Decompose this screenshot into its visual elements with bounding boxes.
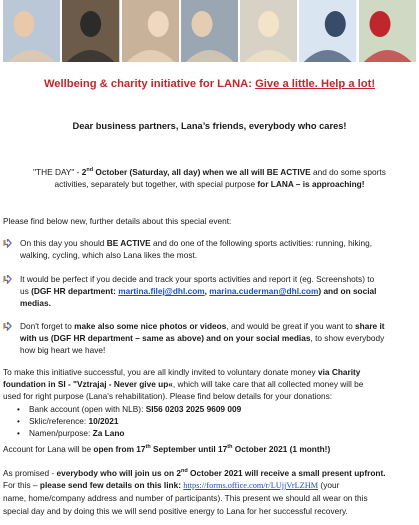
photo-cycling xyxy=(359,0,416,62)
form-link[interactable]: https://forms.office.com/r/LUjjVrLZHM xyxy=(183,481,319,491)
greeting: Dear business partners, Lana’s friends, everybody who cares! xyxy=(72,121,347,131)
intro-text: Please find below new, further details about this special event: xyxy=(3,216,232,226)
arrow-bullet-icon xyxy=(3,275,12,284)
title-slogan: Give a little. Help a lot! xyxy=(255,78,376,90)
detail-reference: • Sklic/reference: 10/2021 xyxy=(3,415,416,427)
photo-yoga-pose xyxy=(62,0,119,62)
photo-skiing xyxy=(299,0,356,62)
photo-woman-blonde xyxy=(240,0,297,62)
detail-purpose: • Namen/purpose: Za Lano xyxy=(3,427,416,439)
photo-strip xyxy=(3,0,416,62)
detail-bank-account: • Bank account (open with NLB): SI56 0203 2025 9609 009 xyxy=(3,403,416,415)
present-paragraph: As promised - everybody who will join us on 2nd October 2021 will receive a small present upfront. For this – please send few details on this link: https://forms.office.com/r/LUjjVrLZHM (your name, home/company address and number of participants). This present we should all wear on this special day and by doing this we will send positive energy to Lana for her successful recovery. xyxy=(3,468,386,516)
account-open-period: Account for Lana will be open from 17th September until 17th October 2021 (1 month!) xyxy=(3,444,331,454)
photo-woman-portrait xyxy=(122,0,179,62)
the-day-paragraph: "THE DAY" - 2nd October (Saturday, all day) when we all will BE ACTIVE and do some sports activities, separately but together, with special purpose for LANA – is approaching! xyxy=(33,167,386,190)
photo-woman-closeup xyxy=(181,0,238,62)
donation-details-list xyxy=(3,403,416,440)
arrow-bullet-icon xyxy=(3,322,12,331)
bullet-share-photos: Don't forget to make also some nice photos or videos, and would be great if you want to share it with us (DGF HR department – same as above) and on your social medias, to show everybody how big heart we have! xyxy=(3,320,416,358)
photo-woman-smiling xyxy=(3,0,60,62)
email-link-martina[interactable]: martina.filej@dhl.com xyxy=(118,286,205,297)
email-link-marina[interactable]: marina.cuderman@dhl.com xyxy=(209,286,319,297)
donation-paragraph: To make this initiative successful, you are all kindly invited to voluntary donate money via Charity foundation in SI - "Vztrajaj - Never give up«, which will take care that all collected money will be used for right purpose (Lana's rehabilitation). Please find below details for your donations: xyxy=(3,367,364,402)
bullet-be-active: On this day you should BE ACTIVE and do one of the following sports activities: running, hiking, walking, cycling, which also Lana likes the most. xyxy=(3,237,416,263)
arrow-bullet-icon xyxy=(3,239,12,248)
page-title: Wellbeing & charity initiative for LANA: Give a little. Help a lot! xyxy=(43,78,376,90)
bullet-track-activity: It would be perfect if you decide and track your sports activities and report it (eg. Screenshots) to us (DGF HR department: martina.filej@dhl.com, marina.cuderman@dhl.com) and on social medias. xyxy=(3,273,416,311)
